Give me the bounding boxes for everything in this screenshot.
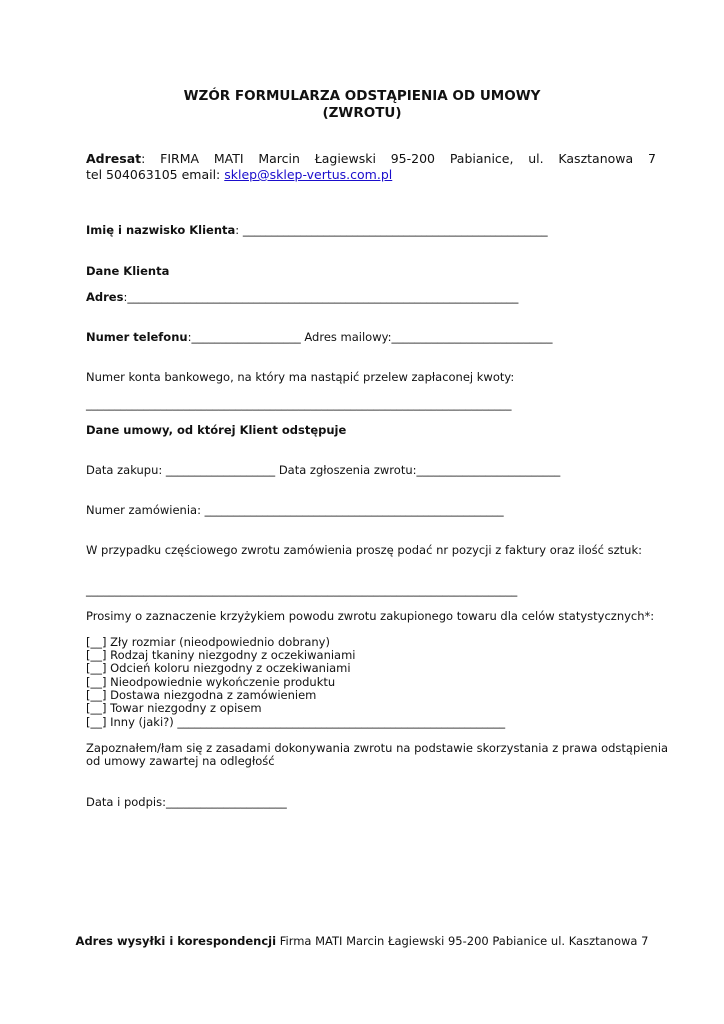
- addressee-line-1: Adresat: FIRMA MATI Marcin Łagiewski 95-200 Pabianice, ul. Kasztanowa 7: [86, 151, 656, 166]
- addressee-word: 7: [647, 151, 656, 166]
- declaration-line-2: od umowy zawartej na odległość: [86, 754, 275, 768]
- date-signature-field[interactable]: Data i podpis:_____________________: [86, 795, 287, 809]
- purchase-dates-field[interactable]: Data zakupu: ___________________ Data zgłoszenia zwrotu:_________________________: [86, 463, 561, 477]
- addressee-word: MATI: [213, 151, 244, 166]
- addressee-block: [86, 151, 656, 183]
- form-subtitle: (ZWROTU): [322, 105, 402, 121]
- addressee-word: ul.: [528, 151, 544, 166]
- footer-text: Firma MATI Marcin Łagiewski 95-200 Pabianice ul. Kasztanowa 7: [276, 934, 649, 948]
- addressee-word: Marcin: [258, 151, 300, 166]
- email-link[interactable]: sklep@sklep-vertus.com.pl: [224, 167, 393, 182]
- addressee-word: Łagiewski: [314, 151, 376, 166]
- reason-checkbox-item[interactable]: [__] Odcień koloru niezgodny z oczekiwaniami: [86, 661, 351, 675]
- addressee-word: Pabianice,: [449, 151, 514, 166]
- addressee-word: FIRMA: [160, 151, 200, 166]
- reason-checkbox-item[interactable]: [__] Rodzaj tkaniny niezgodny z oczekiwaniami: [86, 648, 356, 662]
- addressee-word: Kasztanowa: [558, 151, 634, 166]
- contract-data-heading: Dane umowy, od której Klient odstępuje: [86, 423, 347, 437]
- reason-checkbox-item[interactable]: [__] Dostawa niezgodna z zamówieniem: [86, 688, 317, 702]
- partial-return-label: W przypadku częściowego zwrotu zamówienia proszę podać nr pozycji z faktury oraz ilość sztuk:: [86, 543, 642, 557]
- client-name-field[interactable]: Imię i nazwisko Klienta: _____________________________________________________: [86, 223, 548, 237]
- partial-return-field[interactable]: ___________________________________________________________________________: [86, 583, 518, 597]
- declaration-line-1: Zapoznałem/łam się z zasadami dokonywania zwrotu na podstawie skorzystania z prawa odstąpienia: [86, 741, 669, 755]
- form-title: WZÓR FORMULARZA ODSTĄPIENIA OD UMOWY: [183, 88, 541, 104]
- addressee-phone: tel 504063105 email:: [86, 167, 225, 182]
- addressee-label: Adresat: [86, 151, 142, 166]
- reason-checkbox-item[interactable]: [__] Zły rozmiar (nieodpowiednio dobrany): [86, 635, 330, 649]
- bank-account-field[interactable]: __________________________________________________________________________: [86, 397, 512, 411]
- addressee-word: 95-200: [390, 151, 436, 166]
- footer-address: [0, 934, 724, 948]
- order-number-field[interactable]: Numer zamówienia: ____________________________________________________: [86, 503, 504, 517]
- phone-label: Numer telefonu: [86, 330, 188, 344]
- reason-checkbox-item[interactable]: [__] Nieodpowiednie wykończenie produktu: [86, 675, 336, 689]
- addressee-line-2: [86, 167, 656, 183]
- return-reason-intro: Prosimy o zaznaczenie krzyżykiem powodu zwrotu zakupionego towaru dla celów statystycznych*:: [86, 609, 655, 623]
- client-name-label: Imię i nazwisko Klienta: [86, 223, 236, 237]
- reason-checkbox-item[interactable]: [__] Towar niezgodny z opisem: [86, 701, 262, 715]
- address-label: Adres: [86, 290, 124, 304]
- bank-account-label: Numer konta bankowego, na który ma nastąpić przelew zapłaconej kwoty:: [86, 370, 515, 384]
- client-data-heading: Dane Klienta: [86, 264, 170, 278]
- reason-checkbox-item-other[interactable]: [__] Inny (jaki?) _________________________________________________________: [86, 715, 506, 729]
- address-field[interactable]: Adres:____________________________________________________________________: [86, 290, 519, 304]
- footer-label: Adres wysyłki i korespondencji: [75, 934, 277, 948]
- phone-email-field[interactable]: Numer telefonu:___________________ Adres mailowy:____________________________: [86, 330, 553, 344]
